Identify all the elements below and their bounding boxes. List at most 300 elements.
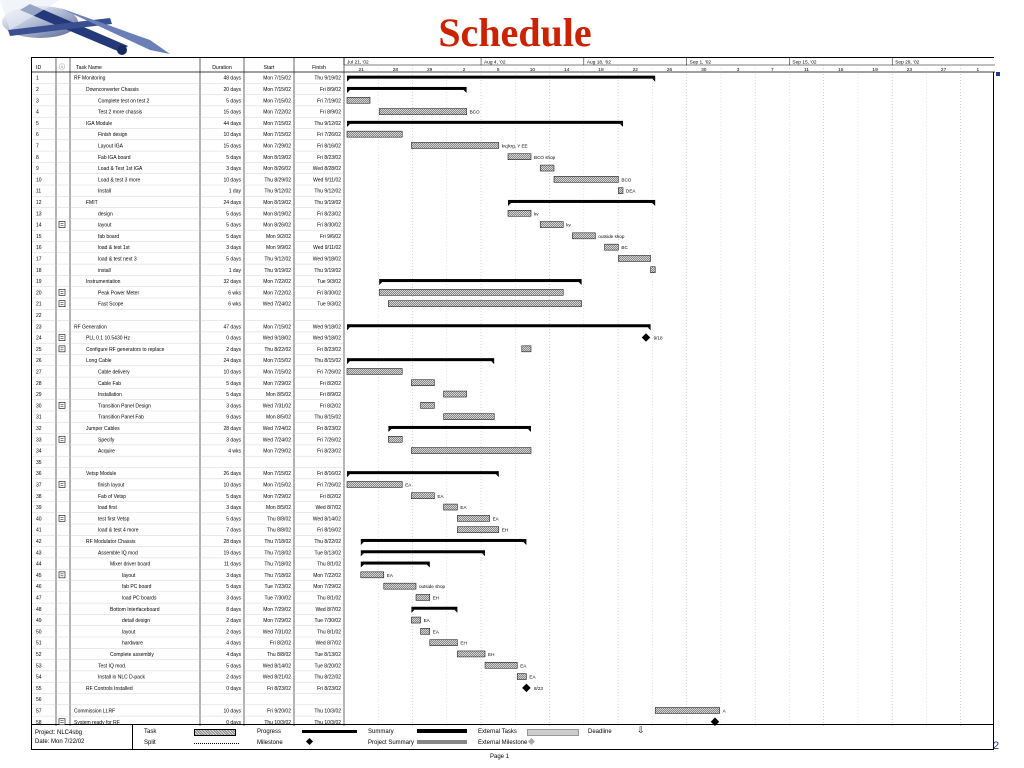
note-icon — [59, 335, 65, 341]
task-start: Wed 7/31/02 — [262, 629, 291, 636]
header-duration: Duration — [212, 65, 232, 71]
task-duration: 24 days — [223, 358, 241, 365]
task-bar — [651, 267, 656, 273]
task-finish: Fri 8/23/02 — [317, 685, 341, 692]
task-name: RF Controls Installed — [86, 685, 133, 692]
task-finish: Fri 8/16/02 — [317, 527, 341, 534]
summary-cap — [523, 542, 526, 545]
task-finish: Fri 8/2/02 — [319, 493, 341, 500]
task-duration: 5 days — [226, 256, 241, 263]
task-start: Wed 8/14/02 — [262, 663, 291, 670]
task-finish: Wed 9/11/02 — [313, 177, 341, 184]
task-finish: Thu 8/15/02 — [314, 414, 341, 421]
task-name: RF Modulator Chassis — [86, 538, 136, 545]
task-start: Mon 8/19/02 — [263, 211, 291, 218]
day-tick: 1 — [976, 67, 980, 73]
row-id: 14 — [36, 222, 42, 229]
task-name: Cable delivery — [98, 369, 130, 376]
task-finish: Wed 8/14/02 — [312, 516, 341, 523]
row-id: 7 — [36, 143, 39, 150]
task-start: Thu 7/18/02 — [264, 550, 291, 557]
task-duration: 10 days — [223, 132, 241, 139]
task-start: Mon 7/15/02 — [263, 471, 291, 478]
task-start: Wed 9/18/02 — [262, 335, 291, 342]
task-finish: Fri 7/26/02 — [317, 437, 341, 444]
task-duration: 9 days — [226, 414, 241, 421]
summary-cap — [648, 327, 651, 330]
summary-cap — [508, 203, 511, 206]
summary-bar — [347, 76, 655, 79]
task-duration: 0 days — [226, 685, 241, 692]
row-id: 28 — [36, 380, 42, 387]
info-icon: ⓘ — [59, 65, 66, 71]
task-finish: Fri 8/30/02 — [317, 222, 341, 229]
task-name: Mixer driver board — [110, 561, 151, 568]
summary-bar — [361, 550, 485, 553]
task-name: FMIT — [86, 199, 98, 206]
week-label: Sep 15, '02 — [792, 60, 817, 66]
task-duration: 5 days — [226, 154, 241, 161]
row-id: 12 — [36, 199, 42, 206]
task-bar — [522, 346, 531, 352]
task-start: Mon 7/29/02 — [263, 143, 291, 150]
legend-split-label: Split — [144, 740, 156, 746]
task-finish: Fri 7/19/02 — [317, 98, 341, 105]
task-finish: Fri 8/23/02 — [317, 448, 341, 455]
task-start: Mon 8/26/02 — [263, 166, 291, 173]
task-finish: Wed 8/7/02 — [315, 606, 341, 613]
summary-bar — [411, 607, 457, 610]
task-finish: Tue 7/30/02 — [314, 618, 341, 625]
day-tick: 26 — [666, 67, 673, 73]
task-start: Thu 10/3/02 — [264, 719, 291, 726]
summary-cap — [652, 203, 655, 206]
task-start: Thu 8/29/02 — [264, 177, 291, 184]
task-start: Mon 8/5/02 — [265, 392, 291, 399]
task-finish: Wed 8/7/02 — [315, 505, 341, 512]
task-start: Thu 9/12/02 — [264, 256, 291, 263]
task-finish: Thu 8/15/02 — [314, 358, 341, 365]
legend-milestone-label: Milestone — [257, 740, 283, 746]
row-id: 36 — [36, 471, 42, 478]
task-start: Mon 8/19/02 — [263, 154, 291, 161]
resource-label: EH — [501, 527, 509, 533]
row-id: 48 — [36, 606, 42, 613]
note-icon — [59, 289, 65, 295]
legend-divider — [132, 725, 133, 750]
task-duration: 4 wks — [228, 448, 241, 455]
task-duration: 3 days — [226, 245, 241, 252]
task-duration: 28 days — [223, 538, 241, 545]
task-bar — [411, 493, 434, 499]
row-id: 47 — [36, 595, 42, 602]
resource-label: EA — [386, 572, 393, 578]
resource-label: BCO — [469, 109, 480, 115]
task-duration: 15 days — [223, 109, 241, 116]
task-start: Mon 7/29/02 — [263, 380, 291, 387]
task-finish: Wed 9/18/02 — [312, 324, 341, 331]
task-finish: Fri 8/16/02 — [317, 471, 341, 478]
task-bar — [457, 651, 485, 657]
task-duration: 19 days — [223, 550, 241, 557]
task-bar — [421, 628, 430, 634]
task-duration: 6 wks — [228, 290, 241, 297]
row-id: 51 — [36, 640, 42, 647]
task-finish: Tue 9/3/02 — [317, 279, 341, 286]
task-name: Fab IGA board — [98, 154, 131, 161]
day-tick: 22 — [632, 67, 638, 73]
legend-task-label: Task — [144, 729, 157, 735]
row-id: 58 — [36, 719, 42, 726]
task-finish: Wed 9/18/02 — [312, 335, 341, 342]
task-start: Mon 7/15/02 — [263, 75, 291, 82]
task-start: Thu 7/18/02 — [264, 572, 291, 579]
task-name: Cable Fab — [98, 380, 122, 387]
task-duration: 5 days — [226, 233, 241, 240]
task-start: Mon 7/29/02 — [263, 448, 291, 455]
legend-external-tasks-label: External Tasks — [478, 729, 517, 735]
task-duration: 47 days — [223, 324, 241, 331]
row-id: 15 — [36, 233, 42, 240]
task-duration: 10 days — [223, 708, 241, 715]
task-duration: 5 days — [226, 98, 241, 105]
row-id: 38 — [36, 493, 42, 500]
task-start: Fri 9/20/02 — [267, 708, 291, 715]
row-id: 5 — [36, 120, 39, 127]
task-start: Thu 9/19/02 — [264, 267, 291, 274]
task-start: Mon 7/15/02 — [263, 358, 291, 365]
row-id: 43 — [36, 550, 42, 557]
header-start: Start — [263, 65, 275, 71]
task-name: Long Cable — [86, 358, 112, 365]
task-bar — [411, 448, 531, 454]
task-finish: Fri 8/16/02 — [317, 143, 341, 150]
task-bar — [347, 97, 370, 103]
task-finish: Fri 8/9/02 — [319, 86, 341, 93]
page-title: Schedule — [438, 10, 592, 55]
task-duration: 5 days — [226, 392, 241, 399]
milestone-diamond — [522, 684, 530, 692]
resource-label: 8/23 — [534, 685, 543, 691]
task-name: Downconverter Chassis — [86, 86, 139, 93]
task-duration: 3 days — [226, 166, 241, 173]
task-duration: 0 days — [226, 335, 241, 342]
task-start: Mon 8/26/02 — [263, 222, 291, 229]
task-name: load PC boards — [122, 595, 157, 602]
row-id: 17 — [36, 256, 42, 263]
row-id: 45 — [36, 572, 42, 579]
summary-cap — [579, 282, 582, 285]
task-start: Mon 7/15/02 — [263, 132, 291, 139]
day-tick: 7 — [770, 67, 774, 73]
summary-cap — [347, 361, 350, 364]
task-finish: Thu 8/1/02 — [317, 595, 341, 602]
task-start: Wed 7/24/02 — [262, 425, 291, 432]
note-icon — [59, 301, 65, 307]
task-duration: 2 days — [226, 346, 241, 353]
task-duration: 5 days — [226, 211, 241, 218]
row-id: 26 — [36, 358, 42, 365]
task-start: Thu 8/8/02 — [267, 527, 291, 534]
resource-label: kv — [566, 222, 571, 228]
gantt-chart — [31, 57, 994, 725]
task-start: Mon 9/2/02 — [265, 233, 291, 240]
resource-label: A — [722, 708, 726, 714]
task-bar — [411, 380, 434, 386]
task-name: finish layout — [98, 482, 125, 489]
task-duration: 5 days — [226, 663, 241, 670]
gantt-grid — [32, 58, 995, 726]
task-name: Layout IGA — [98, 143, 124, 150]
row-id: 46 — [36, 584, 42, 591]
task-name: IGA Module — [86, 120, 113, 127]
legend-project: Project: NLC4sbg — [35, 730, 83, 736]
task-bar — [347, 481, 402, 487]
note-icon — [59, 346, 65, 352]
task-start: Fri 8/2/02 — [269, 640, 291, 647]
task-start: Wed 7/24/02 — [262, 301, 291, 308]
resource-label: outside shop — [419, 584, 446, 590]
legend-deadline-label: Deadline — [588, 729, 612, 735]
task-duration: 32 days — [223, 279, 241, 286]
note-icon — [59, 402, 65, 408]
row-id: 25 — [36, 346, 42, 353]
resource-label: 9/18 — [653, 335, 663, 341]
task-start: Mon 7/15/02 — [263, 324, 291, 331]
row-id: 3 — [36, 98, 39, 105]
summary-cap — [347, 90, 350, 93]
task-bar — [361, 572, 384, 578]
task-name: Acquire — [98, 448, 115, 455]
task-duration: 3 days — [226, 505, 241, 512]
task-duration: 1 day — [228, 267, 241, 274]
summary-cap — [347, 79, 350, 82]
task-bar — [517, 674, 526, 680]
note-icon — [59, 515, 65, 521]
task-duration: 8 days — [226, 606, 241, 613]
task-name: Complete test on test 2 — [98, 98, 150, 105]
row-id: 49 — [36, 618, 42, 625]
row-id: 11 — [36, 188, 42, 195]
task-duration: 44 days — [223, 120, 241, 127]
task-name: load & test 1st — [98, 245, 130, 252]
note-icon — [59, 222, 65, 228]
task-start: Mon 7/29/02 — [263, 618, 291, 625]
task-duration: 10 days — [223, 369, 241, 376]
summary-bar — [347, 87, 467, 90]
resource-label: EA — [460, 505, 467, 511]
task-start: Wed 7/24/02 — [262, 437, 291, 444]
summary-cap — [347, 124, 350, 127]
day-tick: 23 — [906, 67, 913, 73]
task-duration: 5 days — [226, 222, 241, 229]
task-duration: 24 days — [223, 199, 241, 206]
task-finish: Thu 9/19/02 — [314, 199, 341, 206]
external-milestone-icon — [528, 738, 535, 745]
week-label: Sep 1, '02 — [689, 60, 712, 66]
task-finish: Thu 10/3/02 — [314, 708, 341, 715]
task-bar — [379, 289, 563, 295]
task-finish: Wed 8/7/02 — [315, 640, 341, 647]
task-finish: Fri 7/26/02 — [317, 132, 341, 139]
note-icon — [59, 572, 65, 578]
day-tick: 28 — [392, 67, 399, 73]
resource-label: DEA — [626, 188, 636, 194]
row-id: 40 — [36, 516, 42, 523]
row-id: 16 — [36, 245, 42, 252]
row-id: 42 — [36, 538, 42, 545]
task-name: Install — [98, 188, 112, 195]
task-finish: Fri 8/2/02 — [319, 380, 341, 387]
milestone-diamond — [642, 333, 650, 341]
task-name: Test 2 more chassis — [98, 109, 143, 116]
task-name: RF Generation — [74, 324, 107, 331]
resource-label: kv — [534, 211, 539, 217]
task-finish: Thu 9/19/02 — [314, 267, 341, 274]
row-id: 22 — [36, 312, 42, 319]
resource-label: EH — [432, 595, 440, 601]
row-id: 4 — [36, 109, 39, 116]
task-finish: Thu 8/22/02 — [314, 538, 341, 545]
task-name: PLL 0.1 10.5430 Hz — [86, 335, 131, 342]
task-finish: Fri 8/2/02 — [319, 403, 341, 410]
summary-cap — [652, 79, 655, 82]
week-label: Aug 4, '02 — [484, 60, 506, 66]
legend — [31, 725, 994, 750]
task-finish: Thu 8/1/02 — [317, 629, 341, 636]
task-bar — [540, 165, 554, 171]
task-name: Finish design — [98, 132, 128, 139]
day-tick: 2 — [462, 67, 466, 73]
task-finish: Fri 8/30/02 — [317, 290, 341, 297]
legend-progress-label: Progress — [257, 729, 282, 735]
row-id: 33 — [36, 437, 42, 444]
row-id: 13 — [36, 211, 42, 218]
task-start: Mon 8/19/02 — [263, 199, 291, 206]
legend-summary-label: Summary — [368, 729, 394, 735]
task-name: Transition Panel Fab — [98, 414, 144, 421]
row-id: 50 — [36, 629, 42, 636]
task-finish: Thu 9/19/02 — [314, 75, 341, 82]
summary-cap — [496, 474, 499, 477]
bullet-icon — [996, 72, 1000, 76]
task-start: Mon 7/15/02 — [263, 482, 291, 489]
milestone-diamond-icon — [306, 738, 313, 745]
resource-label: EH — [488, 651, 495, 657]
task-finish: Fri 7/26/02 — [317, 482, 341, 489]
task-duration: 3 days — [226, 572, 241, 579]
row-id: 23 — [36, 324, 42, 331]
task-duration: 10 days — [223, 482, 241, 489]
row-id: 20 — [36, 290, 42, 297]
deadline-arrow-icon: ⇩ — [637, 725, 645, 735]
task-bar — [444, 504, 458, 510]
resource-label: EA — [405, 482, 412, 488]
task-name: Transition Panel Design — [98, 403, 151, 410]
task-name: Assemble IQ mod — [98, 550, 138, 557]
task-duration: 3 days — [226, 403, 241, 410]
summary-cap — [491, 361, 494, 364]
summary-bar — [347, 358, 494, 361]
task-bar — [605, 244, 619, 250]
summary-cap — [620, 124, 623, 127]
task-name: layout — [122, 572, 136, 579]
task-duration: 7 days — [226, 527, 241, 534]
day-tick: 21 — [358, 67, 364, 73]
summary-cap — [411, 610, 414, 613]
task-start: Mon 8/5/02 — [265, 414, 291, 421]
row-id: 30 — [36, 403, 42, 410]
task-finish: Mon 7/29/02 — [313, 584, 341, 591]
task-name: detail design — [122, 618, 151, 625]
day-tick: 29 — [426, 67, 433, 73]
summary-cap — [528, 429, 531, 432]
row-id: 6 — [36, 132, 39, 139]
day-tick: 3 — [736, 67, 740, 73]
task-bar — [457, 515, 489, 521]
task-finish: Wed 8/28/02 — [312, 166, 341, 173]
satellite-dish-logo — [0, 0, 190, 62]
task-duration: 10 days — [223, 177, 241, 184]
row-id: 19 — [36, 279, 42, 286]
task-name: Peak Power Meter — [98, 290, 140, 297]
task-name: Installation — [98, 392, 122, 399]
task-bar — [540, 222, 563, 228]
task-duration: 4 days — [226, 640, 241, 647]
summary-bar — [361, 539, 527, 542]
summary-cap — [347, 327, 350, 330]
legend-project-summary-label: Project Summary — [368, 740, 415, 746]
task-start: Mon 7/15/02 — [263, 369, 291, 376]
task-finish: Fri 9/6/02 — [319, 233, 341, 240]
row-id: 55 — [36, 685, 42, 692]
week-label: Sep 29, '02 — [895, 60, 920, 66]
week-label: Aug 18, '02 — [586, 60, 611, 66]
row-id: 52 — [36, 651, 42, 658]
day-tick: 15 — [838, 67, 844, 73]
row-id: 27 — [36, 369, 42, 376]
task-bar — [554, 176, 618, 182]
resource-label: EA — [492, 516, 499, 522]
task-name: Jumper Cables — [86, 425, 120, 432]
task-duration: 15 days — [223, 143, 241, 150]
row-id: 8 — [36, 154, 39, 161]
legend-task-swatch — [194, 729, 236, 736]
task-finish: Tue 9/3/02 — [317, 301, 341, 308]
task-finish: Fri 8/23/02 — [317, 346, 341, 353]
row-id: 56 — [36, 697, 42, 704]
task-bar — [508, 210, 531, 216]
task-bar — [485, 662, 517, 668]
day-tick: 14 — [564, 67, 570, 73]
week-label: Jul 21, '02 — [347, 60, 369, 66]
task-bar — [618, 255, 650, 261]
task-name: layout — [98, 222, 112, 229]
row-id: 53 — [36, 663, 42, 670]
task-start: Mon 7/15/02 — [263, 98, 291, 105]
task-duration: 4 days — [226, 651, 241, 658]
resource-label: outside shop — [598, 233, 625, 239]
day-tick: 10 — [529, 67, 536, 73]
task-finish: Thu 9/12/02 — [314, 120, 341, 127]
task-start: Mon 8/5/02 — [265, 505, 291, 512]
note-icon — [59, 481, 65, 487]
day-tick: 30 — [701, 67, 707, 73]
task-start: Mon 7/22/02 — [263, 109, 291, 116]
task-start: Tue 7/30/02 — [264, 595, 291, 602]
task-name: fab PC board — [122, 584, 152, 591]
row-id: 10 — [36, 177, 42, 184]
